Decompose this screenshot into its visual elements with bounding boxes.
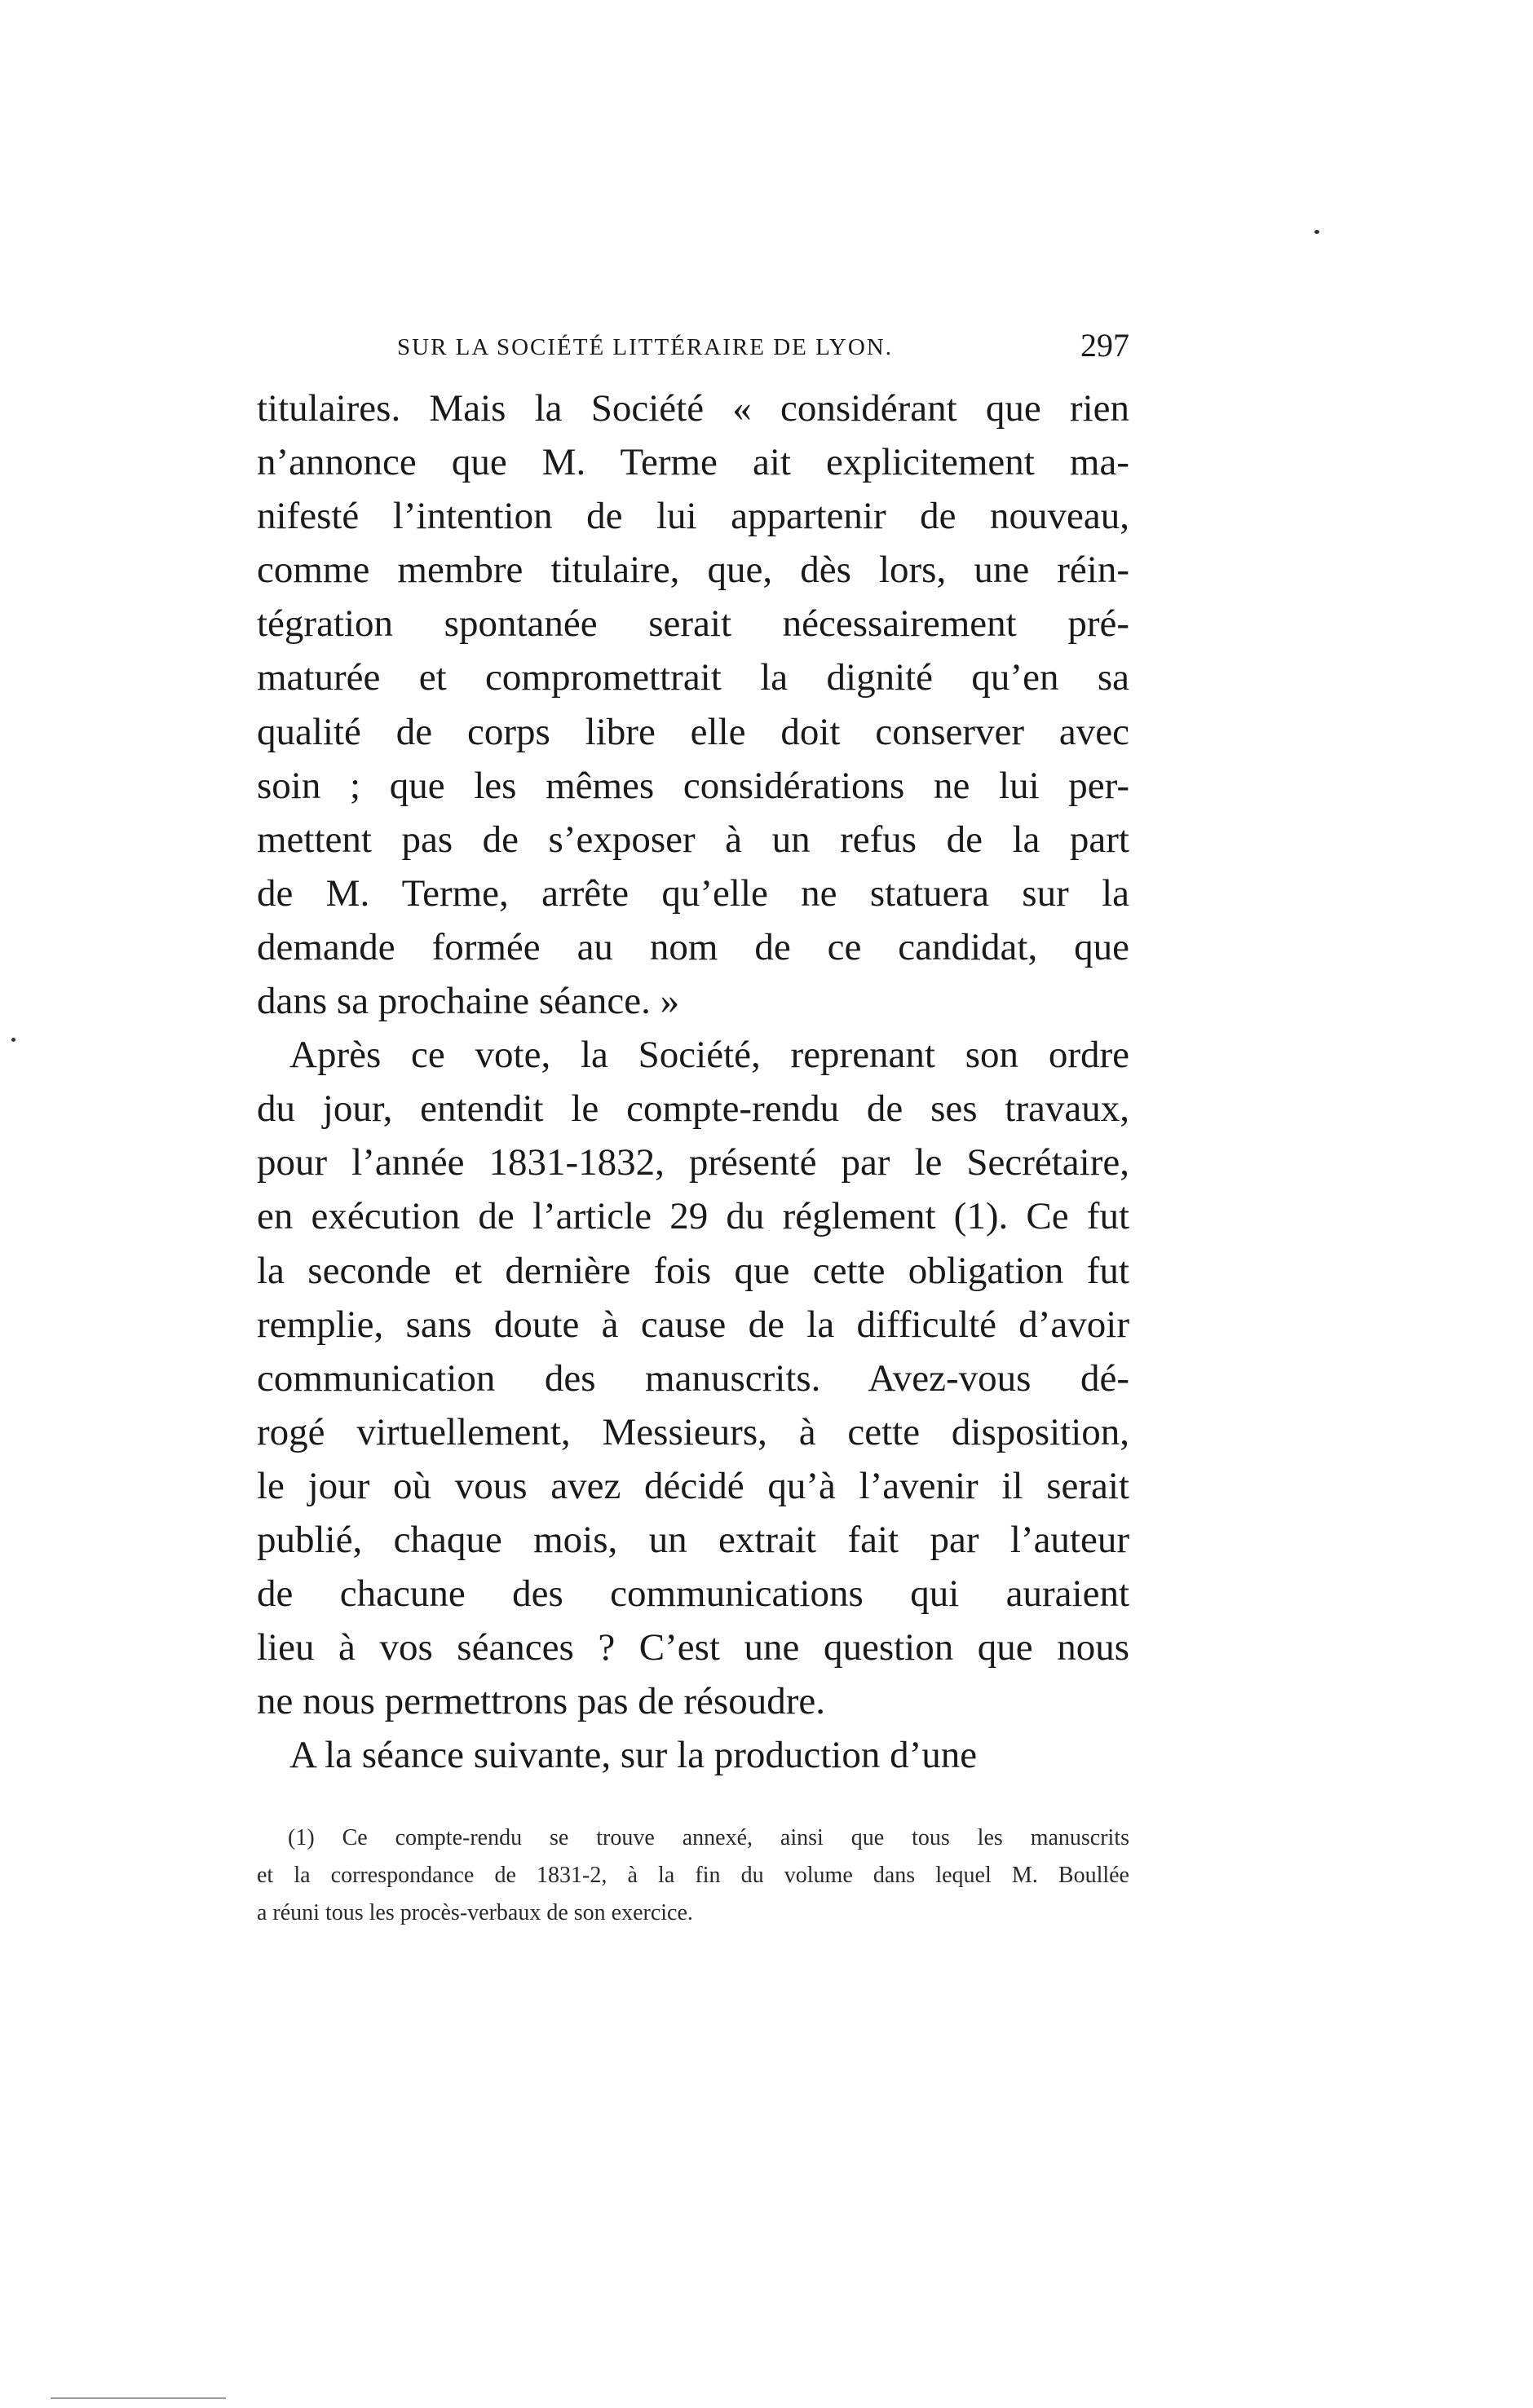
- text-line: Après ce vote, la Société, reprenant son ordre: [289, 1034, 1129, 1077]
- scan-edge-rule: [51, 2397, 226, 2399]
- text-line: mettent pas de s’exposer à un refus de la part: [257, 818, 1129, 861]
- scan-speck: [11, 1038, 15, 1042]
- text-line: communication des manuscrits. Avez-vous dé-: [257, 1356, 1129, 1400]
- text-line: demande formée au nom de ce candidat, que: [257, 925, 1129, 968]
- running-title: SUR LA SOCIÉTÉ LITTÉRAIRE DE LYON.: [397, 334, 893, 360]
- text-line: remplie, sans doute à cause de la difficulté d’avoir: [257, 1303, 1129, 1346]
- text-line: nifesté l’intention de lui appartenir de nouveau,: [257, 495, 1129, 538]
- text-line: comme membre titulaire, que, dès lors, une réin-: [257, 549, 1129, 592]
- text-line: du jour, entendit le compte-rendu de ses travaux,: [257, 1087, 1129, 1131]
- text-line: n’annonce que M. Terme ait explicitement ma-: [257, 441, 1129, 484]
- text-line: A la séance suivante, sur la production d’une: [289, 1734, 978, 1777]
- text-line: qualité de corps libre elle doit conserver avec: [257, 710, 1129, 753]
- footnote-line: (1) Ce compte-rendu se trouve annexé, ainsi que tous les manuscrits: [288, 1825, 1129, 1850]
- text-line: de M. Terme, arrête qu’elle ne statuera sur la: [257, 871, 1129, 915]
- text-line: ne nous permettrons pas de résoudre.: [257, 1680, 825, 1723]
- text-line: dans sa prochaine séance. »: [257, 980, 680, 1023]
- body-text: [257, 381, 1129, 1782]
- text-line: lieu à vos séances ? C’est une question que nous: [257, 1626, 1129, 1669]
- text-line: tégration spontanée serait nécessairement pré-: [257, 602, 1129, 646]
- footnote: [257, 1819, 1129, 1932]
- text-line: pour l’année 1831-1832, présenté par le Secrétaire,: [257, 1141, 1129, 1184]
- text-line: titulaires. Mais la Société « considérant que rien: [257, 387, 1129, 430]
- text-line: soin ; que les mêmes considérations ne lui per-: [257, 764, 1129, 807]
- text-line: en exécution de l’article 29 du réglement (1). Ce fut: [257, 1195, 1129, 1238]
- text-line: la seconde et dernière fois que cette obligation fut: [257, 1249, 1129, 1292]
- footnote-line: et la correspondance de 1831-2, à la fin du volume dans lequel M. Boullée: [257, 1863, 1129, 1888]
- running-head: [257, 326, 1129, 367]
- text-line: de chacune des communications qui auraient: [257, 1572, 1129, 1616]
- text-line: le jour où vous avez décidé qu’à l’avenir il serait: [257, 1464, 1129, 1507]
- text-line: publié, chaque mois, un extrait fait par l’auteur: [257, 1518, 1129, 1561]
- scan-speck: [1314, 230, 1319, 234]
- text-line: rogé virtuellement, Messieurs, à cette disposition,: [257, 1410, 1129, 1453]
- footnote-line: a réuni tous les procès-verbaux de son exercice.: [257, 1900, 693, 1925]
- page-number: 297: [1080, 327, 1129, 364]
- text-line: maturée et compromettrait la dignité qu’en sa: [257, 656, 1129, 699]
